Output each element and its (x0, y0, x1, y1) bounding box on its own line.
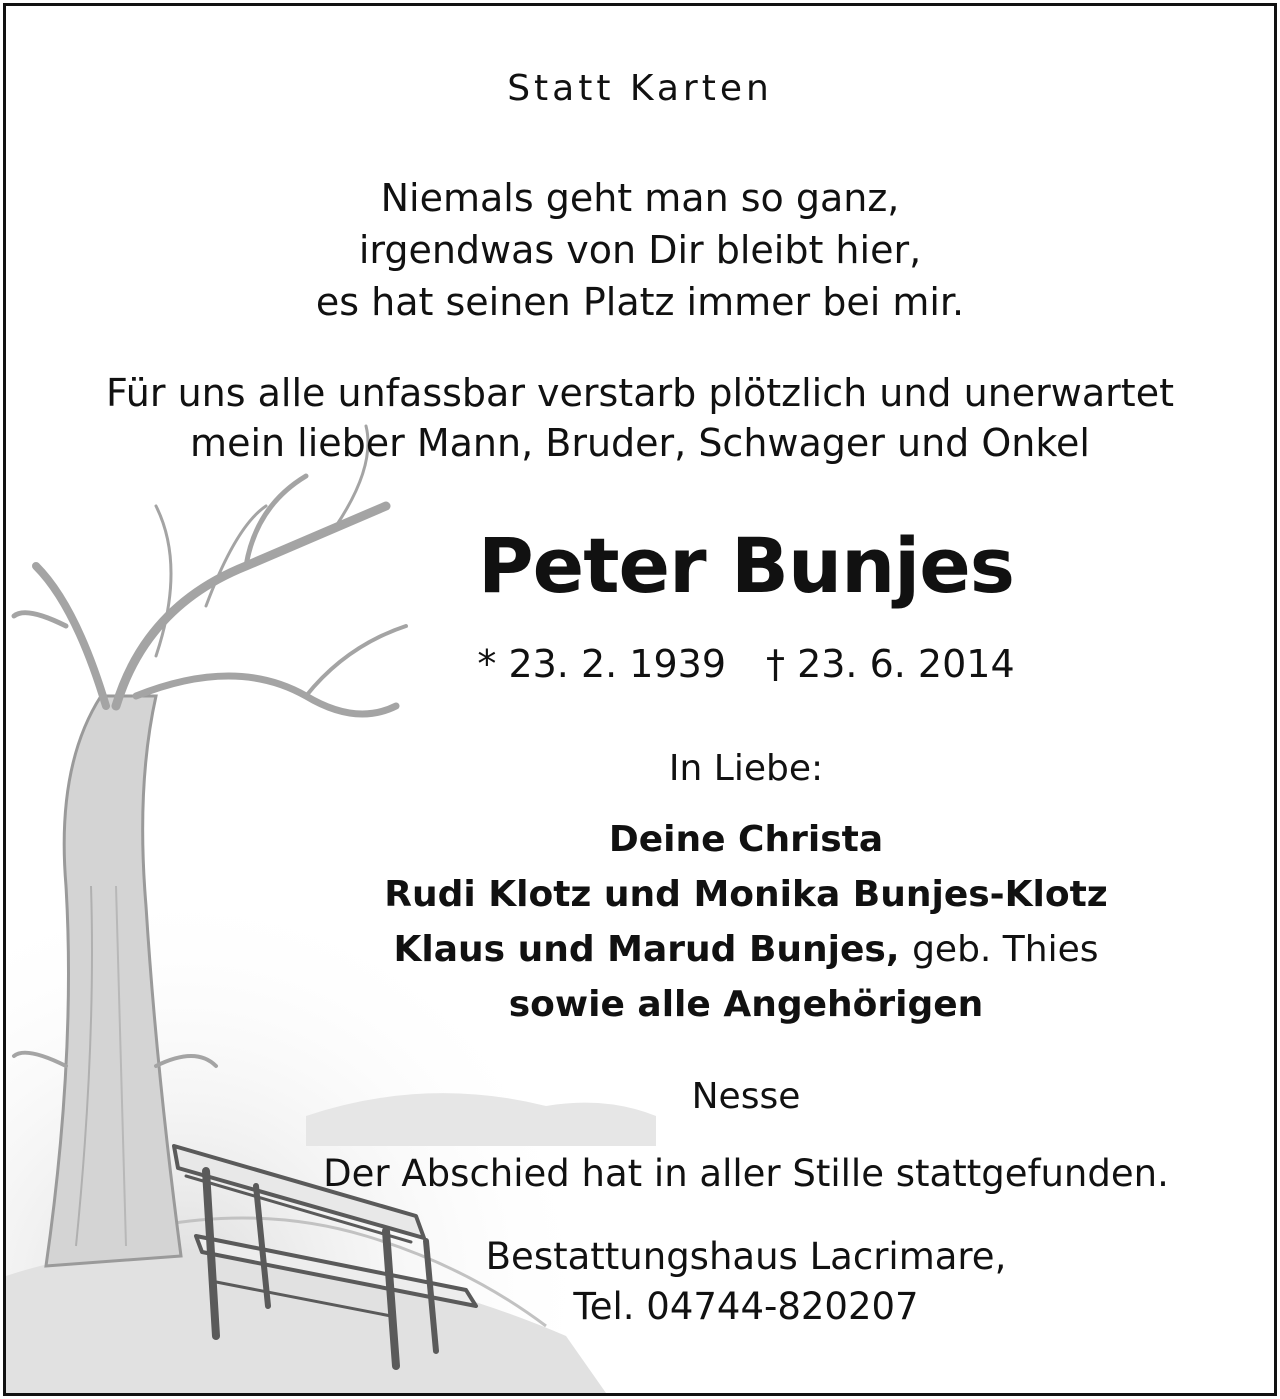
poem (6, 172, 1274, 328)
mourner-line: Deine Christa (608, 819, 884, 860)
mourner-line: sowie alle Angehörigen (508, 984, 984, 1025)
undertaker-phone: Tel. 04744-820207 (573, 1285, 919, 1328)
undertaker (246, 1232, 1246, 1332)
deceased-name: Peter Bunjes (477, 521, 1015, 610)
mourner-line: Klaus und Marud Bunjes, geb. Thies (393, 929, 1099, 970)
mourner-line: Rudi Klotz und Monika Bunjes-Klotz (384, 874, 1108, 915)
obituary-notice (3, 3, 1277, 1396)
intro (6, 368, 1274, 468)
poem-line: Niemals geht man so ganz, (380, 176, 900, 220)
birth-date: * 23. 2. 1939 (477, 642, 726, 686)
life-dates (246, 642, 1246, 686)
undertaker-name: Bestattungshaus Lacrimare, (485, 1235, 1007, 1278)
death-date: † 23. 6. 2014 (766, 642, 1015, 686)
intro-line: Für uns alle unfassbar verstarb plötzlich und unerwartet (106, 371, 1174, 415)
in-love-label: In Liebe: (668, 748, 824, 789)
poem-line: es hat seinen Platz immer bei mir. (315, 280, 965, 324)
funeral-notice: Der Abschied hat in aller Stille stattgefunden. (323, 1152, 1169, 1195)
place: Nesse (691, 1076, 801, 1117)
intro-line: mein lieber Mann, Bruder, Schwager und Onkel (190, 421, 1090, 465)
heading: Statt Karten (507, 68, 773, 109)
mourners (246, 812, 1246, 1032)
poem-line: irgendwas von Dir bleibt hier, (358, 228, 922, 272)
